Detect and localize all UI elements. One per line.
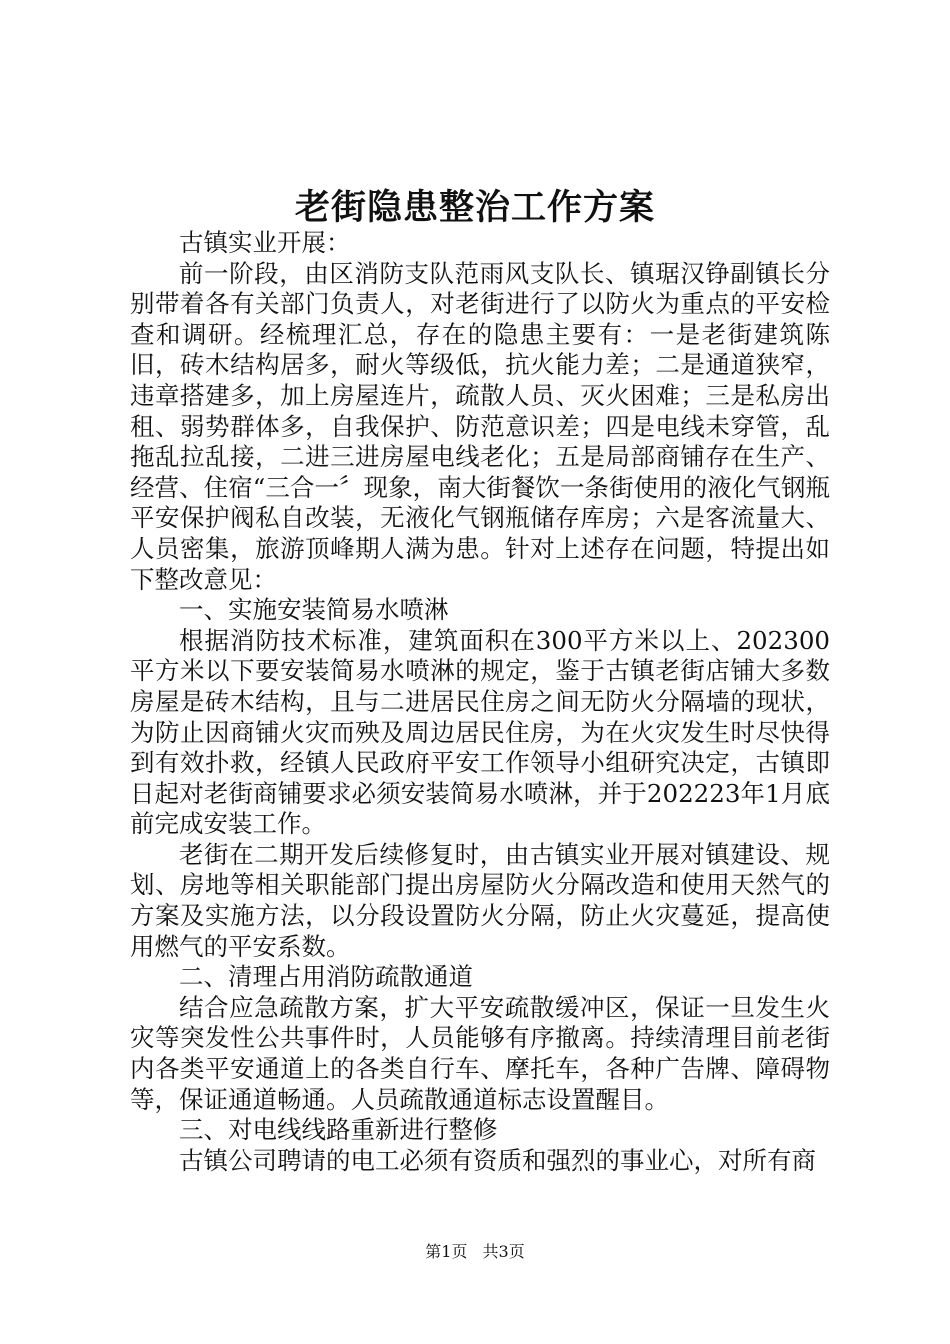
section-heading-1: 一、实施安装简易水喷淋 [179,595,449,625]
paragraph-background: 前一阶段，由区消防支队范雨风支队长、镇琚汉铮副镇长分别带着各有关部门负责人，对老街进行了以防火为重点的平安检查和调研。经梳理汇总，存在的隐患主要有：一是老街建筑陈旧，砖木结构居多，耐火等级低，抗火能力差；二是通道狭窄，违章搭建多，加上房屋连片，疏散人员、灭火困难；三是私房出租、弱势群体多，自我保护、防范意识差；四是电线未穿管，乱拖乱拉乱接，二进三进房屋电线老化；五是局部商铺存在生产、经营、住宿“三合一〞现象，南大街餐饮一条街使用的液化气钢瓶平安保护阀私自改装，无液化气钢瓶储存库房；六是客流量大、人员密集，旅游顶峰期人满为患。针对上述存在问题，特提出如下整改意见： [130,258,830,594]
page-number-current: 第1页 [425,1242,468,1261]
page-footer [0,1241,950,1263]
paragraph-electrical: 古镇公司聘请的电工必须有资质和强烈的事业心，对所有商 [179,1145,816,1175]
page-number-total: 共3页 [482,1242,525,1261]
paragraph-evacuation: 结合应急疏散方案，扩大平安疏散缓冲区，保证一旦发生火灾等突发性公共事件时，人员能够有序撤离。持续清理目前老街内各类平安通道上的各类自行车、摩托车，各种广告牌、障碍物等，保证通道畅通。人员疏散通道标志设置醒目。 [130,992,830,1114]
paragraph-renovation: 老街在二期开发后续修复时，由古镇实业开展对镇建设、规划、房地等相关职能部门提出房屋防火分隔改造和使用天然气的方案及实施方法，以分段设置防火分隔，防止火灾蔓延，提高使用燃气的平安系数。 [130,839,830,961]
document-title: 老街隐患整治工作方案 [294,187,655,228]
paragraph-salutation: 古镇实业开展： [179,228,351,257]
paragraph-sprinkler: 根据消防技术标准，建筑面积在300平方米以上、202300平方米以下要安装简易水喷淋的规定，鉴于古镇老街店铺大多数房屋是砖木结构，且与二进居民住房之间无防火分隔墙的现状，为防止因商铺火灾而殃及周边居民住房，为在火灾发生时尽快得到有效扑救，经镇人民政府平安工作领导小组研究决定，古镇即日起对老街商铺要求必须安装简易水喷淋，并于202223年1月底前完成安装工作。 [130,625,830,839]
section-heading-3: 三、对电线线路重新进行整修 [179,1115,498,1145]
section-heading-2: 二、清理占用消防疏散通道 [179,962,473,992]
document-body [130,228,830,1176]
